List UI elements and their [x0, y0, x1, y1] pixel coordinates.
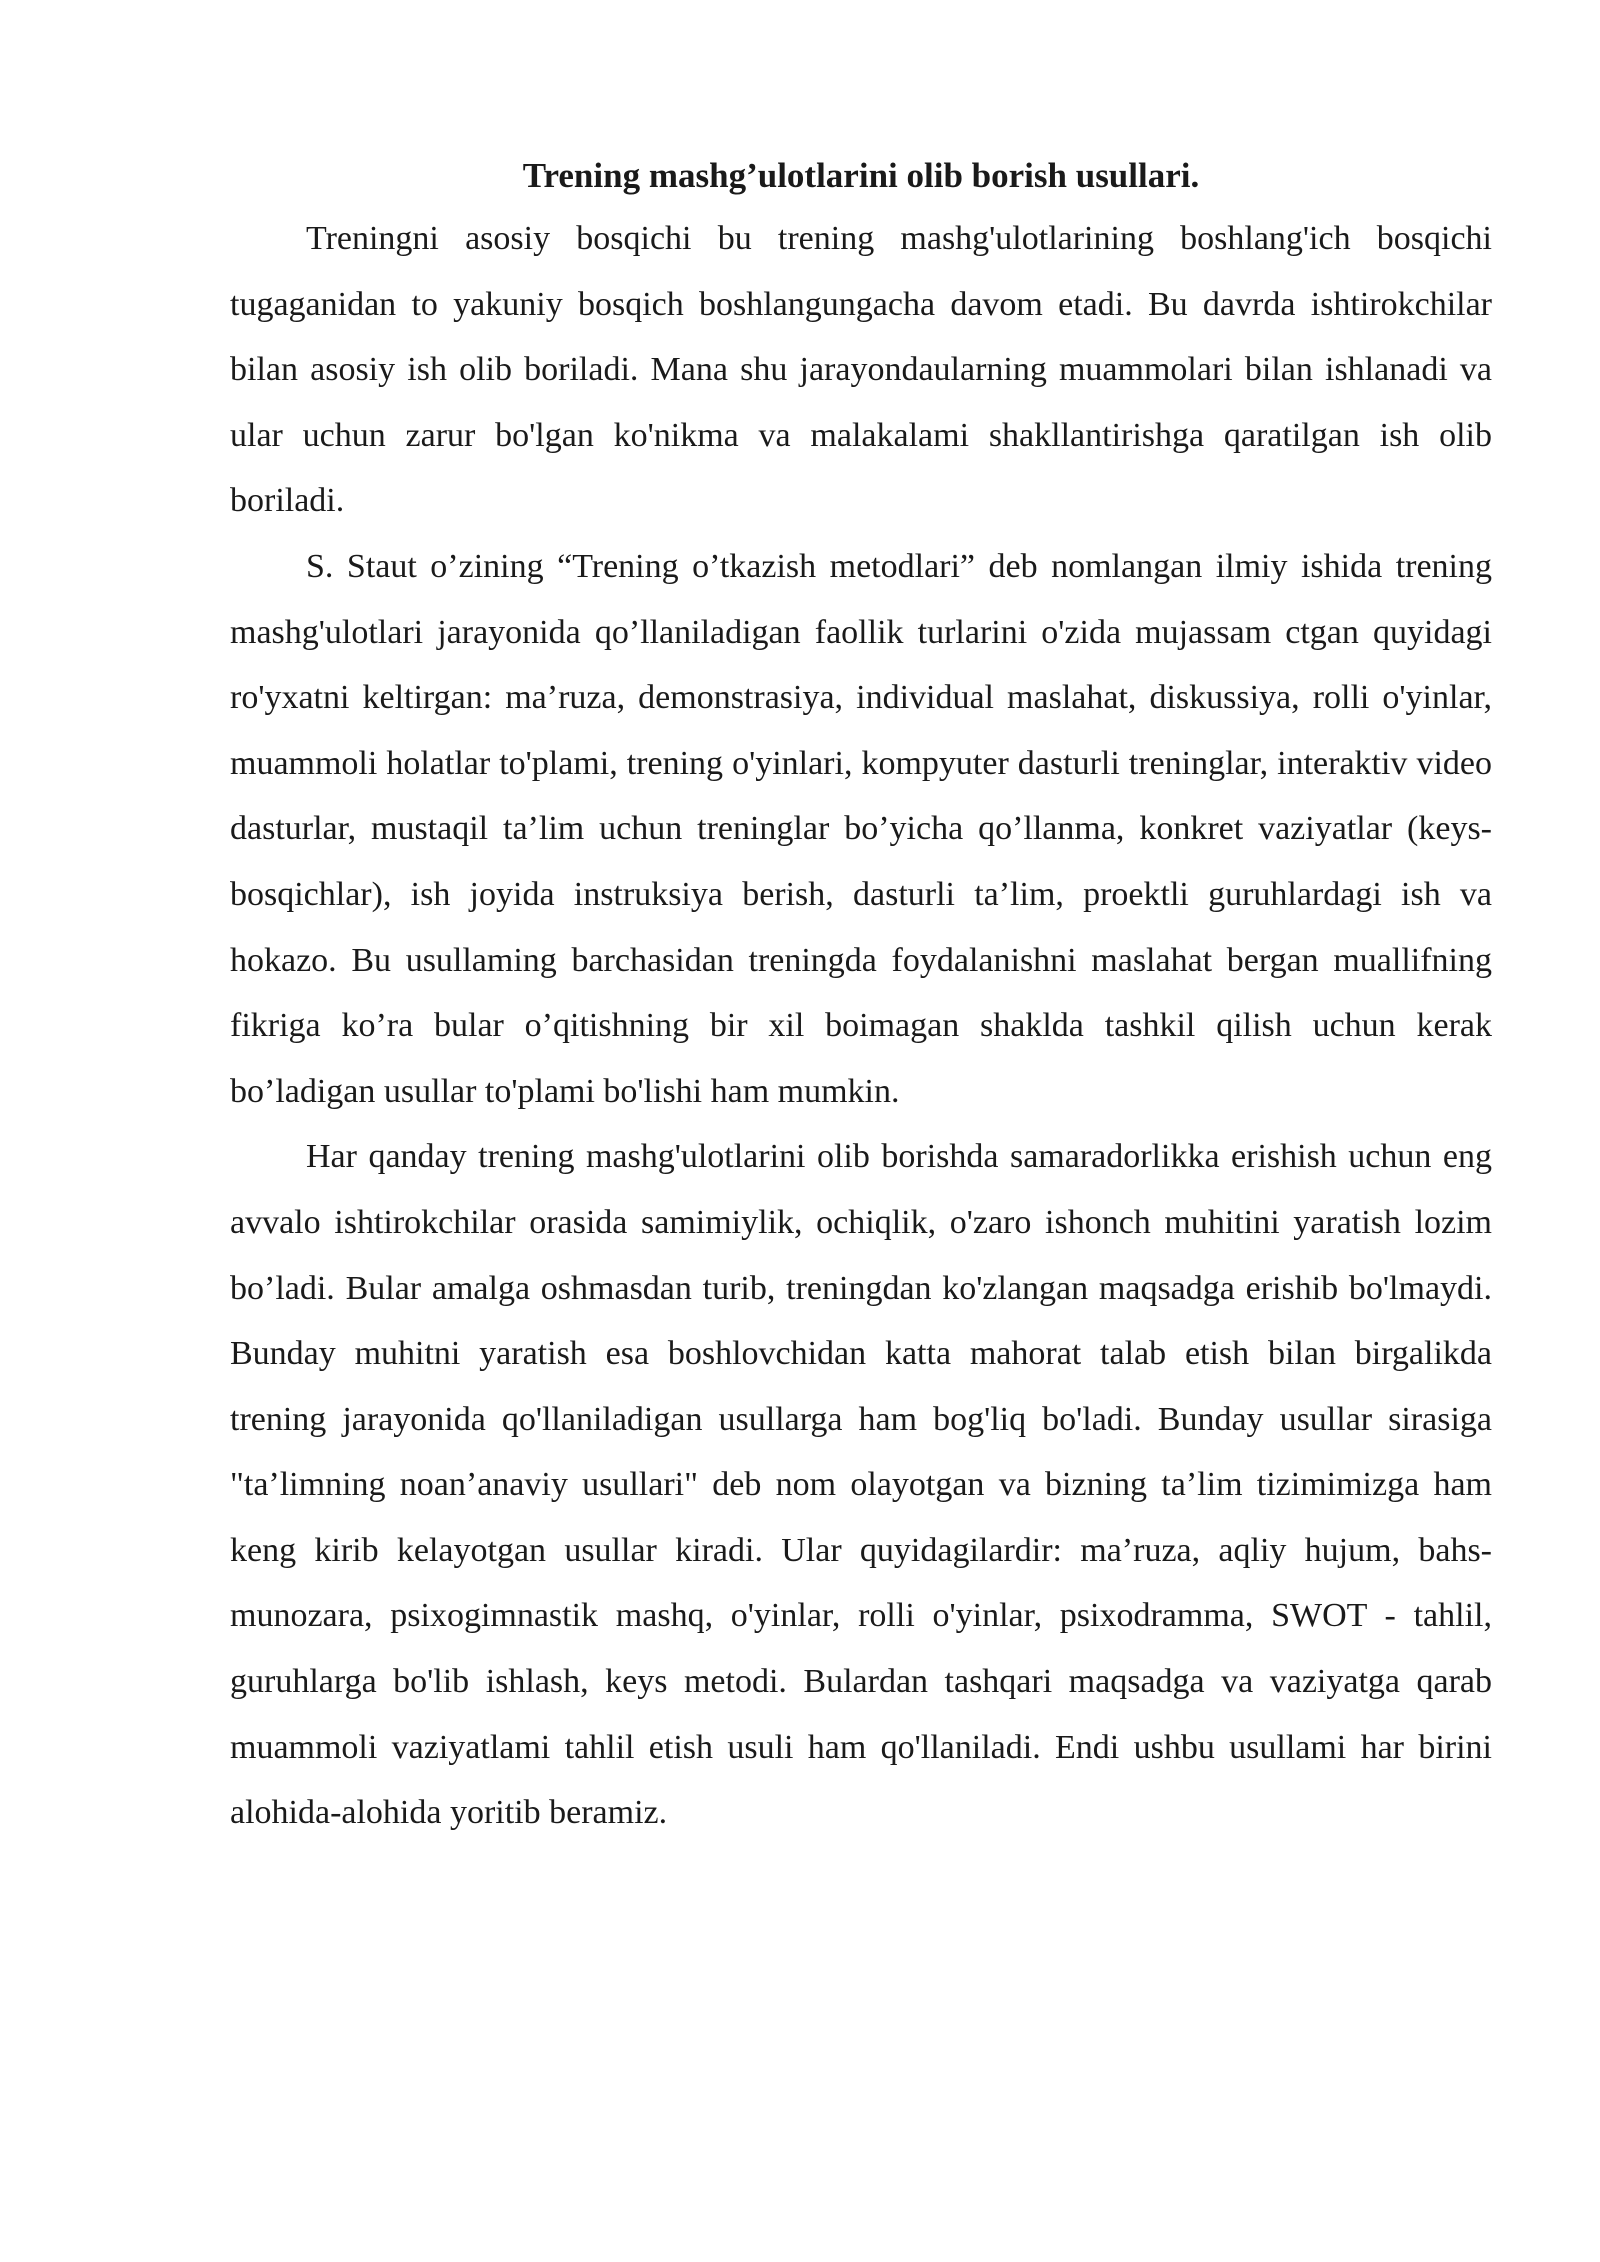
document-body	[230, 146, 1492, 1846]
paragraph-intro: Treningni asosiy bosqichi bu trening mashg'ulotlarining boshlang'ich bosqichi tugaganidan to yakuniy bosqich boshlangungacha davom etadi. Bu davrda ishtirokchilar bilan asosiy ish olib boriladi. Mana shu jarayondaularning muammolari bilan ishlanadi va ular uchun zarur bo'lgan ko'nikma va malakalami shakllantirishga qaratilgan ish olib boriladi.	[230, 220, 1492, 520]
paragraph-nontraditional-methods: Har qanday trening mashg'ulotlarini olib borishda samaradorlikka erishish uchun eng avvalo ishtirokchilar orasida samimiylik, ochiqlik, o'zaro ishonch muhitini yaratish lozim bo’ladi. Bular amalga oshmasdan turib, treningdan ko'zlangan maqsadga erishib bo'lmaydi. Bunday muhitni yaratish esa boshlovchidan katta mahorat talab etish bilan birgalikda trening jarayonida qo'llaniladigan usullarga ham bog'liq bo'ladi. Bunday usullar sirasiga "ta’limning noan’anaviy usullari" deb nom olayotgan va bizning ta’lim tizimimizga ham keng kirib kelayotgan usullar kiradi. Ular quyidagilardir: ma’ruza, aqliy hujum, bahs-munozara, psixogimnastik mashq, o'yinlar, rolli o'yinlar, psixodramma, SWOT - tahlil, guruhlarga bo'lib ishlash, keys metodi. Bulardan tashqari maqsadga va vaziyatga qarab muammoli vaziyatlami tahlil etish usuli ham qo'llaniladi. Endi ushbu usullami har birini alohida-alohida yoritib beramiz.	[230, 1138, 1492, 1832]
paragraph-staut-methods: S. Staut o’zining “Trening o’tkazish metodlari” deb nomlangan ilmiy ishida trening mashg'ulotlari jarayonida qo’llaniladigan faollik turlarini o'zida mujassam ctgan quyidagi ro'yxatni keltirgan: ma’ruza, demonstrasiya, individual maslahat, diskussiya, rolli o'yinlar, muammoli holatlar to'plami, trening o'yinlari, kompyuter dasturli treninglar, interaktiv video dasturlar, mustaqil ta’lim uchun treninglar bo’yicha qo’llanma, konkret vaziyatlar (keys-bosqichlar), ish joyida instruksiya berish, dasturli ta’lim, proektli guruhlardagi ish va hokazo. Bu usullaming barchasidan treningda foydalanishni maslahat bergan muallifning fikriga ko’ra bular o’qitishning bir xil boimagan shaklda tashkil qilish uchun kerak bo’ladigan usullar to'plami bo'lishi ham mumkin.	[230, 547, 1492, 1110]
document-title: Trening mashg’ulotlarini olib borish usullari.	[522, 156, 1200, 195]
